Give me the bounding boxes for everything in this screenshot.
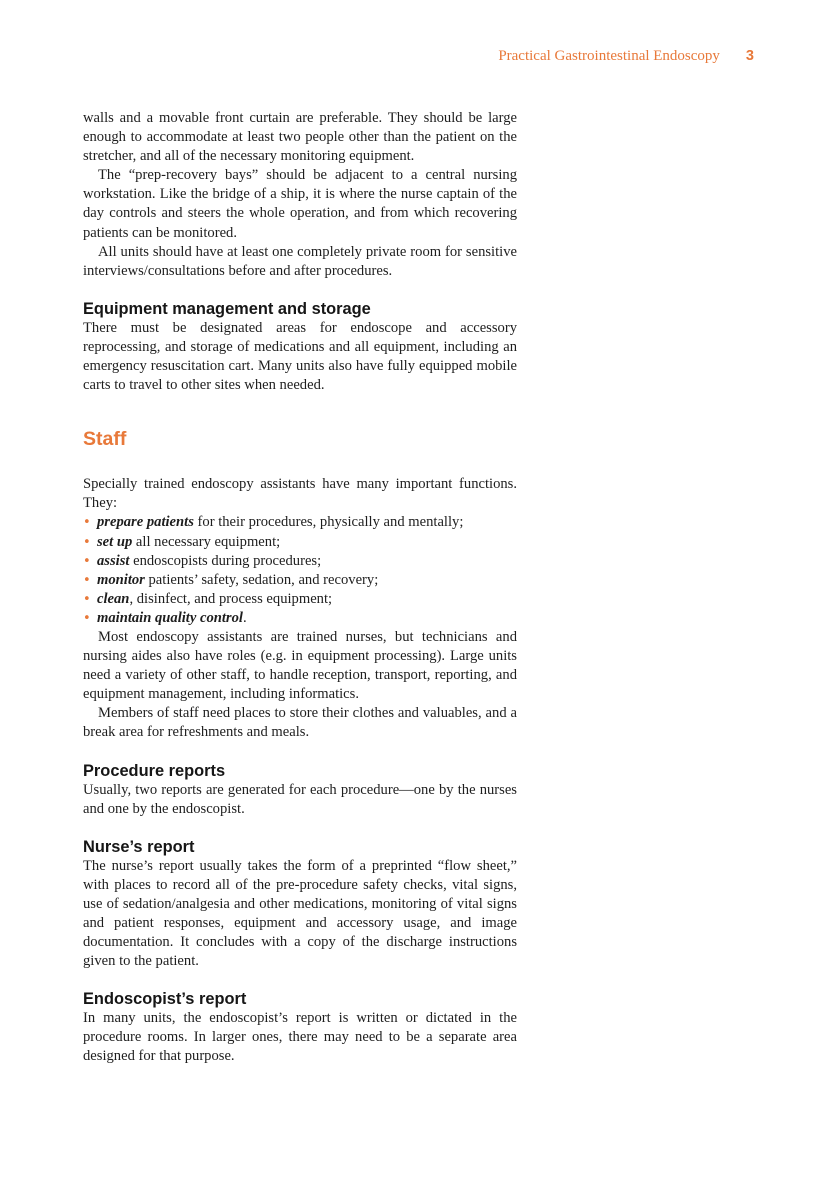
staff-paragraph-3: Members of staff need places to store their clothes and valuables, and a break area for refreshments and meals. [83,705,517,741]
intro-paragraph-1: walls and a movable front curtain are preferable. They should be large enough to accommodate at least two people other than the patient on the stretcher, and all of the necessary monitoring equipment. [83,110,517,165]
bullet-icon: • [83,610,91,626]
list-item: • set up all necessary equipment; [83,533,517,552]
running-title: Practical Gastrointestinal Endoscopy [498,48,720,64]
list-item: • assist endoscopists during procedures; [83,552,517,571]
bullet-icon: • [83,553,91,569]
intro-paragraph-2: The “prep-recovery bays” should be adjacent to a central nursing workstation. Like the bridge of a ship, it is where the nurse captain of the day controls and steers the whole operation, and from which recovering patients can be monitored. [83,167,517,241]
running-head [498,48,754,65]
list-item: • maintain quality control. [83,609,517,628]
list-item: • prepare patients for their procedures, physically and mentally; [83,513,517,532]
equipment-heading: Equipment management and storage [83,299,371,318]
page-number: 3 [745,48,754,64]
intro-paragraph-3: All units should have at least one completely private room for sensitive interviews/consultations before and after procedures. [83,243,517,279]
procedure-reports-paragraph: Usually, two reports are generated for each procedure—one by the nurses and one by the endoscopist. [83,781,517,817]
endoscopists-report-paragraph: In many units, the endoscopist’s report is written or dictated in the procedure rooms. In larger ones, there may need to be a separate area designed for that purpose. [83,1010,517,1065]
nurses-report-paragraph: The nurse’s report usually takes the form of a preprinted “flow sheet,” with places to record all of the pre-procedure safety checks, vital signs, use of sedation/analgesia and other medications, monitoring of vital signs and patient responses, equipment and accessory usage, and image documentation. It concludes with a copy of the discharge instructions given to the patient. [83,857,517,970]
bullet-icon: • [83,572,91,588]
endoscopists-report-heading: Endoscopist’s report [83,990,247,1009]
staff-function-list [83,513,517,628]
bullet-icon: • [83,591,91,607]
list-item: • clean, disinfect, and process equipment; [83,590,517,609]
text-column [83,109,517,1067]
staff-paragraph-2: Most endoscopy assistants are trained nurses, but technicians and nursing aides also have roles (e.g. in equipment processing). Large units need a variety of other staff, to handle reception, transport, reporting, and equipment management, including informatics. [83,628,517,703]
procedure-reports-heading: Procedure reports [83,761,226,780]
staff-heading: Staff [83,428,127,451]
list-item: • monitor patients’ safety, sedation, and recovery; [83,571,517,590]
staff-paragraph-1: Specially trained endoscopy assistants have many important functions. They: [83,476,517,512]
bullet-icon: • [83,534,91,550]
equipment-paragraph: There must be designated areas for endoscope and accessory reprocessing, and storage of medications and all equipment, including an emergency resuscitation cart. Many units also have fully equipped mobile carts to travel to other sites when needed. [83,319,517,394]
nurses-report-heading: Nurse’s report [83,837,195,856]
bullet-icon: • [83,515,91,531]
